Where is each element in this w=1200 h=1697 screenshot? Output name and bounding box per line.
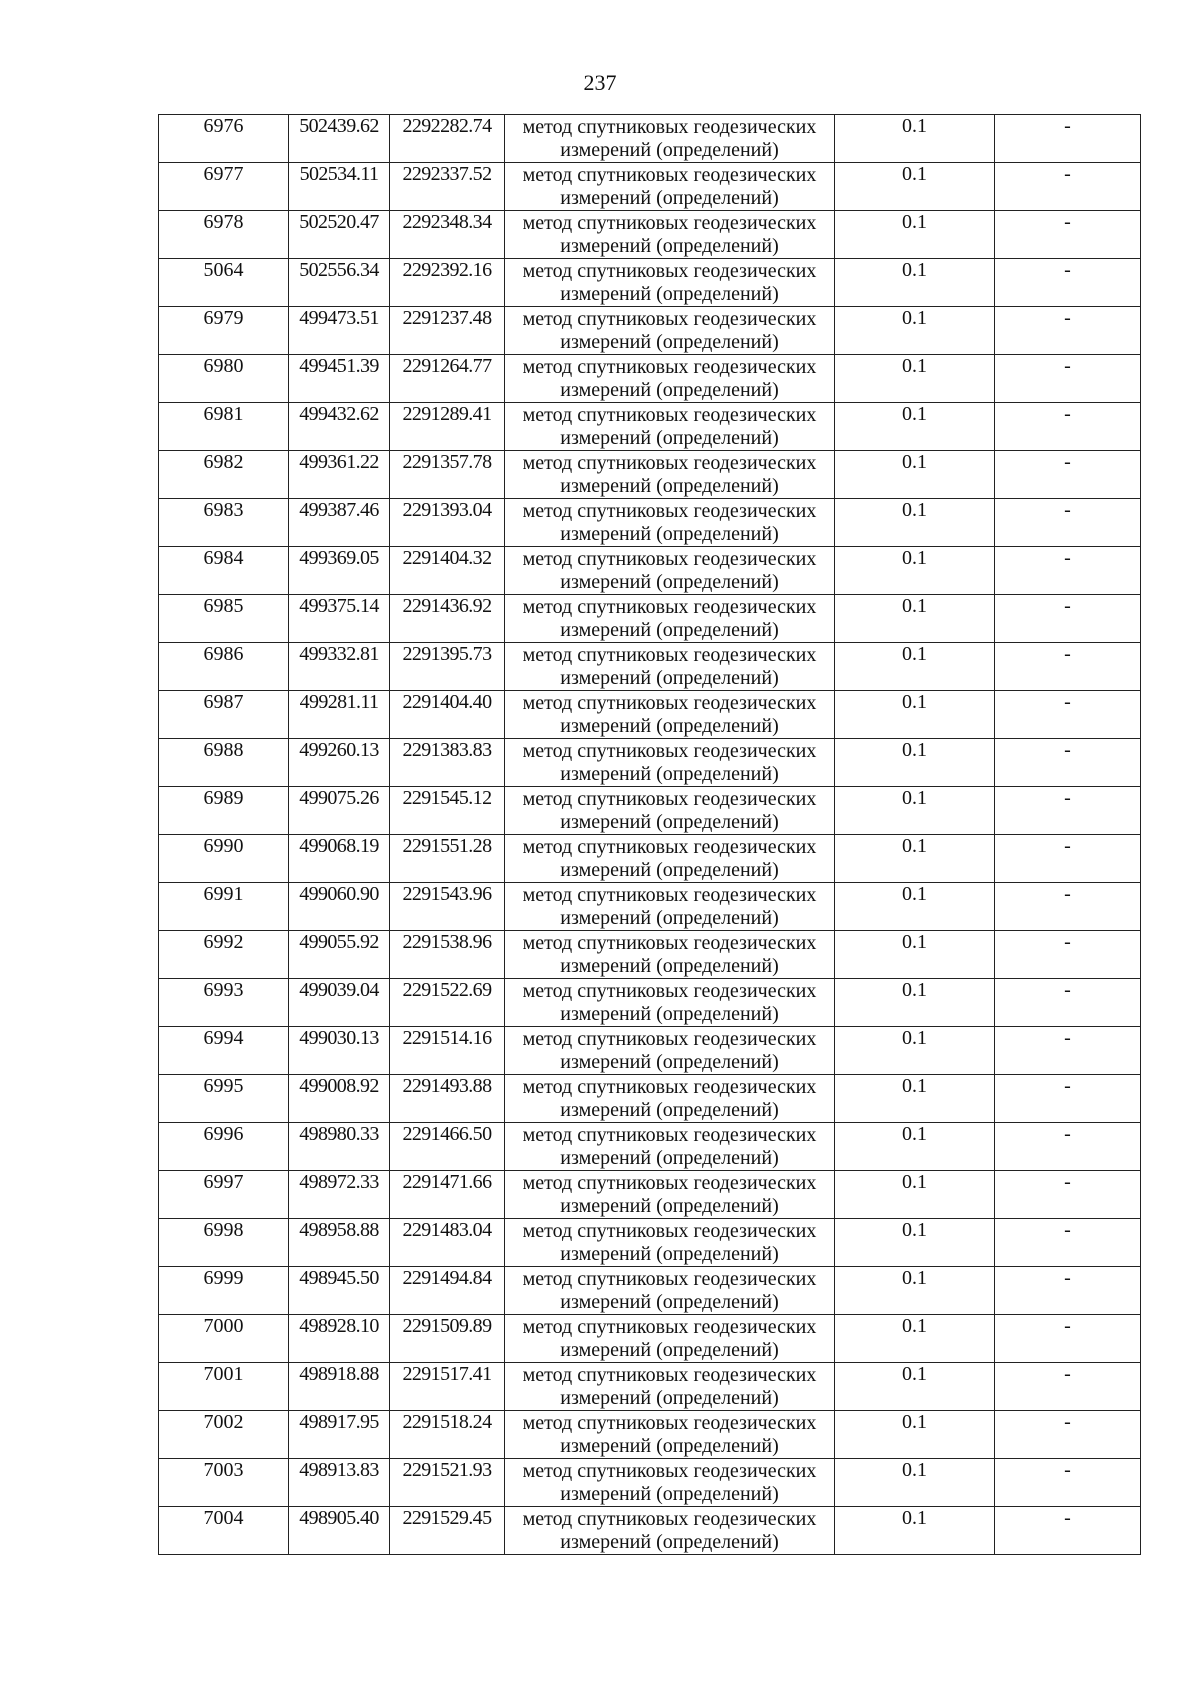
point-cell: 6987 bbox=[159, 691, 289, 739]
accuracy-cell: 0.1 bbox=[835, 499, 995, 547]
y-coordinate-cell: 2292392.16 bbox=[390, 259, 505, 307]
method-line-1: метод спутниковых геодезических bbox=[522, 788, 817, 810]
y-coordinate-cell: 2291514.16 bbox=[390, 1027, 505, 1075]
y-coordinate-cell: 2291395.73 bbox=[390, 643, 505, 691]
note-cell: - bbox=[995, 1171, 1141, 1219]
accuracy-cell: 0.1 bbox=[835, 1459, 995, 1507]
accuracy-cell: 0.1 bbox=[835, 739, 995, 787]
accuracy-cell: 0.1 bbox=[835, 1507, 995, 1555]
note-cell: - bbox=[995, 259, 1141, 307]
y-coordinate-cell: 2291551.28 bbox=[390, 835, 505, 883]
note-cell: - bbox=[995, 307, 1141, 355]
point-cell: 6988 bbox=[159, 739, 289, 787]
note-cell: - bbox=[995, 1027, 1141, 1075]
method-line-1: метод спутниковых геодезических bbox=[522, 836, 817, 858]
y-coordinate-cell: 2291404.40 bbox=[390, 691, 505, 739]
y-coordinate-cell: 2291436.92 bbox=[390, 595, 505, 643]
method-line-1: метод спутниковых геодезических bbox=[522, 1508, 817, 1530]
point-cell: 6997 bbox=[159, 1171, 289, 1219]
accuracy-cell: 0.1 bbox=[835, 115, 995, 163]
method-line-2: измерений (определений) bbox=[560, 283, 779, 305]
method-cell bbox=[505, 211, 835, 259]
note-cell: - bbox=[995, 1507, 1141, 1555]
table-row bbox=[159, 979, 1141, 1027]
point-cell: 6993 bbox=[159, 979, 289, 1027]
y-coordinate-cell: 2291509.89 bbox=[390, 1315, 505, 1363]
method-cell bbox=[505, 1219, 835, 1267]
accuracy-cell: 0.1 bbox=[835, 1315, 995, 1363]
y-coordinate-cell: 2291538.96 bbox=[390, 931, 505, 979]
accuracy-cell: 0.1 bbox=[835, 835, 995, 883]
note-cell: - bbox=[995, 595, 1141, 643]
method-line-1: метод спутниковых геодезических bbox=[522, 1268, 817, 1290]
method-line-2: измерений (определений) bbox=[560, 331, 779, 353]
y-coordinate-cell: 2291264.77 bbox=[390, 355, 505, 403]
method-line-2: измерений (определений) bbox=[560, 139, 779, 161]
table-row bbox=[159, 1411, 1141, 1459]
table-row bbox=[159, 931, 1141, 979]
y-coordinate-cell: 2291466.50 bbox=[390, 1123, 505, 1171]
accuracy-cell: 0.1 bbox=[835, 1267, 995, 1315]
note-cell: - bbox=[995, 835, 1141, 883]
x-coordinate-cell: 499451.39 bbox=[289, 355, 390, 403]
method-cell bbox=[505, 1459, 835, 1507]
method-line-2: измерений (определений) bbox=[560, 955, 779, 977]
method-line-2: измерений (определений) bbox=[560, 1195, 779, 1217]
x-coordinate-cell: 499030.13 bbox=[289, 1027, 390, 1075]
x-coordinate-cell: 499060.90 bbox=[289, 883, 390, 931]
table-row bbox=[159, 1171, 1141, 1219]
y-coordinate-cell: 2291483.04 bbox=[390, 1219, 505, 1267]
method-cell bbox=[505, 1363, 835, 1411]
method-line-1: метод спутниковых геодезических bbox=[522, 932, 817, 954]
note-cell: - bbox=[995, 163, 1141, 211]
note-cell: - bbox=[995, 1219, 1141, 1267]
point-cell: 6984 bbox=[159, 547, 289, 595]
method-line-1: метод спутниковых геодезических bbox=[522, 1316, 817, 1338]
method-line-1: метод спутниковых геодезических bbox=[522, 1028, 817, 1050]
point-cell: 6992 bbox=[159, 931, 289, 979]
method-line-2: измерений (определений) bbox=[560, 523, 779, 545]
method-line-2: измерений (определений) bbox=[560, 763, 779, 785]
method-cell bbox=[505, 1267, 835, 1315]
x-coordinate-cell: 502520.47 bbox=[289, 211, 390, 259]
method-line-2: измерений (определений) bbox=[560, 187, 779, 209]
table-row bbox=[159, 499, 1141, 547]
point-cell: 7001 bbox=[159, 1363, 289, 1411]
method-line-1: метод спутниковых геодезических bbox=[522, 1460, 817, 1482]
method-line-2: измерений (определений) bbox=[560, 427, 779, 449]
x-coordinate-cell: 498972.33 bbox=[289, 1171, 390, 1219]
x-coordinate-cell: 498918.88 bbox=[289, 1363, 390, 1411]
accuracy-cell: 0.1 bbox=[835, 163, 995, 211]
table-row bbox=[159, 307, 1141, 355]
x-coordinate-cell: 499281.11 bbox=[289, 691, 390, 739]
accuracy-cell: 0.1 bbox=[835, 979, 995, 1027]
method-line-2: измерений (определений) bbox=[560, 1051, 779, 1073]
method-cell bbox=[505, 595, 835, 643]
x-coordinate-cell: 498958.88 bbox=[289, 1219, 390, 1267]
point-cell: 7003 bbox=[159, 1459, 289, 1507]
point-cell: 6981 bbox=[159, 403, 289, 451]
y-coordinate-cell: 2291404.32 bbox=[390, 547, 505, 595]
accuracy-cell: 0.1 bbox=[835, 1075, 995, 1123]
table-row bbox=[159, 1075, 1141, 1123]
point-cell: 6979 bbox=[159, 307, 289, 355]
method-line-2: измерений (определений) bbox=[560, 667, 779, 689]
note-cell: - bbox=[995, 931, 1141, 979]
x-coordinate-cell: 498980.33 bbox=[289, 1123, 390, 1171]
x-coordinate-cell: 498905.40 bbox=[289, 1507, 390, 1555]
x-coordinate-cell: 498928.10 bbox=[289, 1315, 390, 1363]
y-coordinate-cell: 2291543.96 bbox=[390, 883, 505, 931]
accuracy-cell: 0.1 bbox=[835, 595, 995, 643]
y-coordinate-cell: 2291521.93 bbox=[390, 1459, 505, 1507]
method-line-1: метод спутниковых геодезических bbox=[522, 1076, 817, 1098]
method-line-2: измерений (определений) bbox=[560, 571, 779, 593]
point-cell: 6977 bbox=[159, 163, 289, 211]
note-cell: - bbox=[995, 451, 1141, 499]
y-coordinate-cell: 2291517.41 bbox=[390, 1363, 505, 1411]
point-cell: 5064 bbox=[159, 259, 289, 307]
method-line-1: метод спутниковых геодезических bbox=[522, 1220, 817, 1242]
x-coordinate-cell: 499008.92 bbox=[289, 1075, 390, 1123]
method-line-1: метод спутниковых геодезических bbox=[522, 1412, 817, 1434]
point-cell: 6999 bbox=[159, 1267, 289, 1315]
y-coordinate-cell: 2291289.41 bbox=[390, 403, 505, 451]
method-cell bbox=[505, 883, 835, 931]
y-coordinate-cell: 2292348.34 bbox=[390, 211, 505, 259]
method-cell bbox=[505, 1315, 835, 1363]
point-cell: 6991 bbox=[159, 883, 289, 931]
table-row bbox=[159, 1219, 1141, 1267]
x-coordinate-cell: 499369.05 bbox=[289, 547, 390, 595]
y-coordinate-cell: 2291522.69 bbox=[390, 979, 505, 1027]
table-row bbox=[159, 259, 1141, 307]
note-cell: - bbox=[995, 1459, 1141, 1507]
point-cell: 7000 bbox=[159, 1315, 289, 1363]
method-line-1: метод спутниковых геодезических bbox=[522, 116, 817, 138]
accuracy-cell: 0.1 bbox=[835, 1027, 995, 1075]
accuracy-cell: 0.1 bbox=[835, 451, 995, 499]
point-cell: 6985 bbox=[159, 595, 289, 643]
table-row bbox=[159, 691, 1141, 739]
x-coordinate-cell: 502439.62 bbox=[289, 115, 390, 163]
note-cell: - bbox=[995, 547, 1141, 595]
x-coordinate-cell: 498945.50 bbox=[289, 1267, 390, 1315]
method-cell bbox=[505, 1411, 835, 1459]
accuracy-cell: 0.1 bbox=[835, 931, 995, 979]
y-coordinate-cell: 2291529.45 bbox=[390, 1507, 505, 1555]
point-cell: 6989 bbox=[159, 787, 289, 835]
method-line-2: измерений (определений) bbox=[560, 1147, 779, 1169]
method-cell bbox=[505, 115, 835, 163]
note-cell: - bbox=[995, 979, 1141, 1027]
point-cell: 6986 bbox=[159, 643, 289, 691]
method-line-1: метод спутниковых геодезических bbox=[522, 884, 817, 906]
method-line-2: измерений (определений) bbox=[560, 619, 779, 641]
method-line-2: измерений (определений) bbox=[560, 907, 779, 929]
point-cell: 6976 bbox=[159, 115, 289, 163]
note-cell: - bbox=[995, 691, 1141, 739]
x-coordinate-cell: 499039.04 bbox=[289, 979, 390, 1027]
x-coordinate-cell: 499375.14 bbox=[289, 595, 390, 643]
page-number: 237 bbox=[583, 70, 617, 95]
table-row bbox=[159, 1267, 1141, 1315]
method-cell bbox=[505, 403, 835, 451]
method-line-2: измерений (определений) bbox=[560, 715, 779, 737]
method-line-2: измерений (определений) bbox=[560, 379, 779, 401]
point-cell: 6995 bbox=[159, 1075, 289, 1123]
point-cell: 6996 bbox=[159, 1123, 289, 1171]
accuracy-cell: 0.1 bbox=[835, 1219, 995, 1267]
y-coordinate-cell: 2291545.12 bbox=[390, 787, 505, 835]
method-line-1: метод спутниковых геодезических bbox=[522, 596, 817, 618]
method-cell bbox=[505, 499, 835, 547]
accuracy-cell: 0.1 bbox=[835, 307, 995, 355]
method-line-2: измерений (определений) bbox=[560, 1483, 779, 1505]
note-cell: - bbox=[995, 115, 1141, 163]
method-cell bbox=[505, 1075, 835, 1123]
method-line-1: метод спутниковых геодезических bbox=[522, 644, 817, 666]
note-cell: - bbox=[995, 211, 1141, 259]
method-cell bbox=[505, 739, 835, 787]
note-cell: - bbox=[995, 883, 1141, 931]
table-row bbox=[159, 163, 1141, 211]
table-row bbox=[159, 115, 1141, 163]
point-cell: 6983 bbox=[159, 499, 289, 547]
y-coordinate-cell: 2292337.52 bbox=[390, 163, 505, 211]
method-line-2: измерений (определений) bbox=[560, 1435, 779, 1457]
note-cell: - bbox=[995, 499, 1141, 547]
table-row bbox=[159, 787, 1141, 835]
method-line-1: метод спутниковых геодезических bbox=[522, 692, 817, 714]
accuracy-cell: 0.1 bbox=[835, 787, 995, 835]
table-row bbox=[159, 883, 1141, 931]
y-coordinate-cell: 2291383.83 bbox=[390, 739, 505, 787]
accuracy-cell: 0.1 bbox=[835, 355, 995, 403]
accuracy-cell: 0.1 bbox=[835, 643, 995, 691]
method-cell bbox=[505, 835, 835, 883]
method-line-1: метод спутниковых геодезических bbox=[522, 260, 817, 282]
table-row bbox=[159, 403, 1141, 451]
table-row bbox=[159, 451, 1141, 499]
accuracy-cell: 0.1 bbox=[835, 211, 995, 259]
method-line-1: метод спутниковых геодезических bbox=[522, 308, 817, 330]
table-row bbox=[159, 643, 1141, 691]
method-line-1: метод спутниковых геодезических bbox=[522, 356, 817, 378]
point-cell: 6980 bbox=[159, 355, 289, 403]
note-cell: - bbox=[995, 1075, 1141, 1123]
point-cell: 6994 bbox=[159, 1027, 289, 1075]
note-cell: - bbox=[995, 1363, 1141, 1411]
accuracy-cell: 0.1 bbox=[835, 1123, 995, 1171]
y-coordinate-cell: 2292282.74 bbox=[390, 115, 505, 163]
method-line-2: измерений (определений) bbox=[560, 1339, 779, 1361]
method-cell bbox=[505, 163, 835, 211]
method-line-1: метод спутниковых геодезических bbox=[522, 980, 817, 1002]
method-line-1: метод спутниковых геодезических bbox=[522, 164, 817, 186]
x-coordinate-cell: 499260.13 bbox=[289, 739, 390, 787]
table-row bbox=[159, 1459, 1141, 1507]
method-line-2: измерений (определений) bbox=[560, 859, 779, 881]
note-cell: - bbox=[995, 643, 1141, 691]
x-coordinate-cell: 498917.95 bbox=[289, 1411, 390, 1459]
method-line-1: метод спутниковых геодезических bbox=[522, 1364, 817, 1386]
table-row bbox=[159, 1123, 1141, 1171]
table-row bbox=[159, 1363, 1141, 1411]
method-cell bbox=[505, 931, 835, 979]
note-cell: - bbox=[995, 1267, 1141, 1315]
y-coordinate-cell: 2291494.84 bbox=[390, 1267, 505, 1315]
method-cell bbox=[505, 787, 835, 835]
method-line-1: метод спутниковых геодезических bbox=[522, 548, 817, 570]
method-line-1: метод спутниковых геодезических bbox=[522, 1172, 817, 1194]
y-coordinate-cell: 2291471.66 bbox=[390, 1171, 505, 1219]
y-coordinate-cell: 2291493.88 bbox=[390, 1075, 505, 1123]
x-coordinate-cell: 502556.34 bbox=[289, 259, 390, 307]
x-coordinate-cell: 499473.51 bbox=[289, 307, 390, 355]
point-cell: 6990 bbox=[159, 835, 289, 883]
note-cell: - bbox=[995, 787, 1141, 835]
method-line-2: измерений (определений) bbox=[560, 1099, 779, 1121]
point-cell: 6998 bbox=[159, 1219, 289, 1267]
note-cell: - bbox=[995, 1123, 1141, 1171]
table-row bbox=[159, 211, 1141, 259]
method-cell bbox=[505, 307, 835, 355]
y-coordinate-cell: 2291518.24 bbox=[390, 1411, 505, 1459]
method-cell bbox=[505, 259, 835, 307]
note-cell: - bbox=[995, 403, 1141, 451]
method-line-2: измерений (определений) bbox=[560, 1003, 779, 1025]
method-line-2: измерений (определений) bbox=[560, 1531, 779, 1553]
y-coordinate-cell: 2291237.48 bbox=[390, 307, 505, 355]
method-cell bbox=[505, 1507, 835, 1555]
table-row bbox=[159, 1315, 1141, 1363]
note-cell: - bbox=[995, 1315, 1141, 1363]
point-cell: 6982 bbox=[159, 451, 289, 499]
accuracy-cell: 0.1 bbox=[835, 1411, 995, 1459]
y-coordinate-cell: 2291357.78 bbox=[390, 451, 505, 499]
method-line-2: измерений (определений) bbox=[560, 1387, 779, 1409]
table-row bbox=[159, 1027, 1141, 1075]
note-cell: - bbox=[995, 355, 1141, 403]
accuracy-cell: 0.1 bbox=[835, 883, 995, 931]
x-coordinate-cell: 498913.83 bbox=[289, 1459, 390, 1507]
method-line-1: метод спутниковых геодезических bbox=[522, 1124, 817, 1146]
method-line-2: измерений (определений) bbox=[560, 1243, 779, 1265]
table-row bbox=[159, 595, 1141, 643]
table-row bbox=[159, 355, 1141, 403]
method-cell bbox=[505, 1171, 835, 1219]
method-line-2: измерений (определений) bbox=[560, 811, 779, 833]
method-line-1: метод спутниковых геодезических bbox=[522, 212, 817, 234]
x-coordinate-cell: 499055.92 bbox=[289, 931, 390, 979]
method-cell bbox=[505, 691, 835, 739]
table-row bbox=[159, 1507, 1141, 1555]
note-cell: - bbox=[995, 1411, 1141, 1459]
method-line-1: метод спутниковых геодезических bbox=[522, 404, 817, 426]
accuracy-cell: 0.1 bbox=[835, 1171, 995, 1219]
method-cell bbox=[505, 979, 835, 1027]
accuracy-cell: 0.1 bbox=[835, 547, 995, 595]
method-cell bbox=[505, 451, 835, 499]
accuracy-cell: 0.1 bbox=[835, 259, 995, 307]
note-cell: - bbox=[995, 739, 1141, 787]
accuracy-cell: 0.1 bbox=[835, 691, 995, 739]
method-line-1: метод спутниковых геодезических bbox=[522, 740, 817, 762]
method-cell bbox=[505, 643, 835, 691]
x-coordinate-cell: 499387.46 bbox=[289, 499, 390, 547]
method-line-1: метод спутниковых геодезических bbox=[522, 500, 817, 522]
table-row bbox=[159, 835, 1141, 883]
x-coordinate-cell: 499361.22 bbox=[289, 451, 390, 499]
x-coordinate-cell: 499332.81 bbox=[289, 643, 390, 691]
x-coordinate-cell: 499432.62 bbox=[289, 403, 390, 451]
x-coordinate-cell: 499068.19 bbox=[289, 835, 390, 883]
point-cell: 7002 bbox=[159, 1411, 289, 1459]
method-line-2: измерений (определений) bbox=[560, 235, 779, 257]
point-cell: 7004 bbox=[159, 1507, 289, 1555]
method-line-2: измерений (определений) bbox=[560, 1291, 779, 1313]
coordinates-table bbox=[158, 114, 1141, 1555]
table-row bbox=[159, 547, 1141, 595]
table-row bbox=[159, 739, 1141, 787]
method-line-1: метод спутниковых геодезических bbox=[522, 452, 817, 474]
y-coordinate-cell: 2291393.04 bbox=[390, 499, 505, 547]
table-body bbox=[159, 115, 1141, 1555]
method-line-2: измерений (определений) bbox=[560, 475, 779, 497]
method-cell bbox=[505, 547, 835, 595]
method-cell bbox=[505, 1123, 835, 1171]
point-cell: 6978 bbox=[159, 211, 289, 259]
method-cell bbox=[505, 355, 835, 403]
method-cell bbox=[505, 1027, 835, 1075]
x-coordinate-cell: 502534.11 bbox=[289, 163, 390, 211]
accuracy-cell: 0.1 bbox=[835, 403, 995, 451]
accuracy-cell: 0.1 bbox=[835, 1363, 995, 1411]
x-coordinate-cell: 499075.26 bbox=[289, 787, 390, 835]
